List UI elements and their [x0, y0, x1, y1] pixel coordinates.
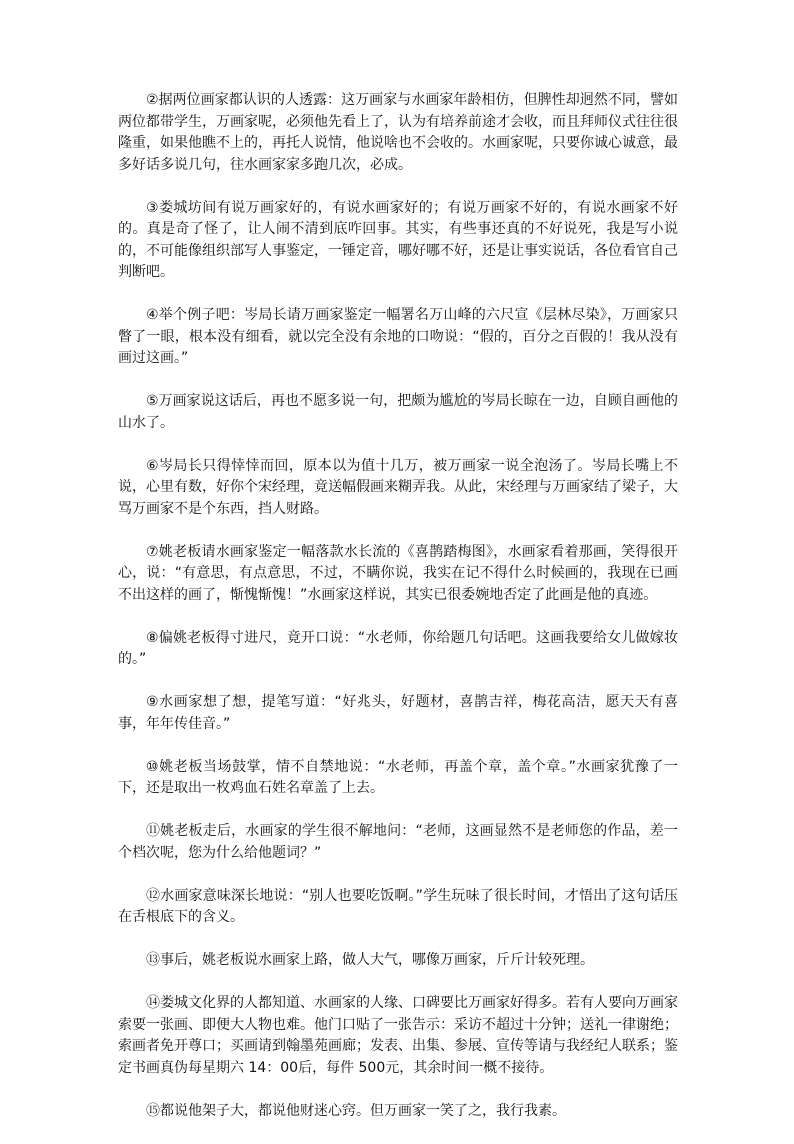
paragraph-9: ⑨水画家想了想，提笔写道：“好兆头，好题材，喜鹊吉祥，梅花高洁，愿天天有喜事，年年传佳音。”: [118, 694, 678, 732]
paragraph-11: ⑪姚老板走后，水画家的学生很不解地问：“老师，这画显然不是老师您的作品，差一个档次呢，您为什么给他题词？”: [118, 823, 678, 861]
paragraph-13: ⑬事后，姚老板说水画家上路，做人大气，哪像万画家，斤斤计较死理。: [146, 952, 594, 968]
paragraph-10: ⑩姚老板当场鼓掌，情不自禁地说：“水老师，再盖个章，盖个章。”水画家犹豫了一下，还是取出一枚鸡血石姓名章盖了上去。: [118, 758, 678, 796]
paragraph-6: ⑥岑局长只得悻悻而回，原本以为值十几万，被万画家一说全泡汤了。岑局长嘴上不说，心里有数，好你个宋经理，竟送幅假画来糊弄我。从此，宋经理与万画家结了梁子，大骂万画家不是个东西，挡人财路。: [118, 457, 678, 517]
paragraph-4: ④举个例子吧：岑局长请万画家鉴定一幅署名万山峰的六尺宣《层林尽染》，万画家只瞥了一眼，根本没有细看，就以完全没有余地的口吻说：“假的，百分之百假的！我从没有画过这画。”: [118, 307, 678, 366]
paragraph-5: ⑤万画家说这话后，再也不愿多说一句，把颇为尴尬的岑局长晾在一边，自顾自画他的山水了。: [118, 393, 678, 431]
paragraph-3: ③娄城坊间有说万画家好的，有说水画家好的；有说万画家不好的，有说水画家不好的。真是奇了怪了，让人闹不清到底咋回事。其实，有些事还真的不好说死，我是写小说的，不可能像组织部写人事鉴定，一锤定音，哪好哪不好，还是让事实说话，各位看官自己判断吧。: [118, 199, 678, 280]
paragraph-8: ⑧偏姚老板得寸进尺，竟开口说：“水老师，你给题几句话吧。这画我要给女儿做嫁妆的。”: [118, 629, 678, 667]
article-body: [118, 90, 678, 1144]
paragraph-15: ⑮都说他架子大，都说他财迷心窍。但万画家一笑了之，我行我素。: [146, 1102, 566, 1119]
paragraph-7: ⑦姚老板请水画家鉴定一幅落款水长流的《喜鹊踏梅图》，水画家看着那画，笑得很开心，说：“有意思，有点意思，不过，不瞒你说，我实在记不得什么时候画的，我现在已画不出这样的画了，惭愧惭愧！”水画家这样说，其实已很委婉地否定了此画是他的真迹。: [118, 543, 678, 603]
paragraph-2: ②据两位画家都认识的人透露：这万画家与水画家年龄相仿，但脾性却迥然不同，譬如两位都带学生，万画家呢，必须他先看上了，认为有培养前途才会收，而且拜师仪式往往很隆重，如果他瞧不上的，再托人说情，他说啥也不会收的。水画家呢，只要你诚心诚意，最多好话多说几句，往水画家家多跑几次，必成。: [118, 92, 678, 173]
paragraph-14: ⑭娄城文化界的人都知道、水画家的人缘、口碑要比万画家好得多。若有人要向万画家索要一张画、即便大人物也难。他门口贴了一张告示：采访不超过十分钟；送礼一律谢绝；索画者免开尊口；买画请到翰墨苑画廊；发表、出集、参展、宣传等请与我经纪人联系；鉴定书画真伪每星期六 14：00后，每件 500元，其余时间一概不接待。: [118, 995, 678, 1076]
paragraph-12: ⑫水画家意味深长地说：“别人也要吃饭啊。”学生玩味了很长时间，才悟出了这句话压在舌根底下的含义。: [118, 887, 678, 925]
